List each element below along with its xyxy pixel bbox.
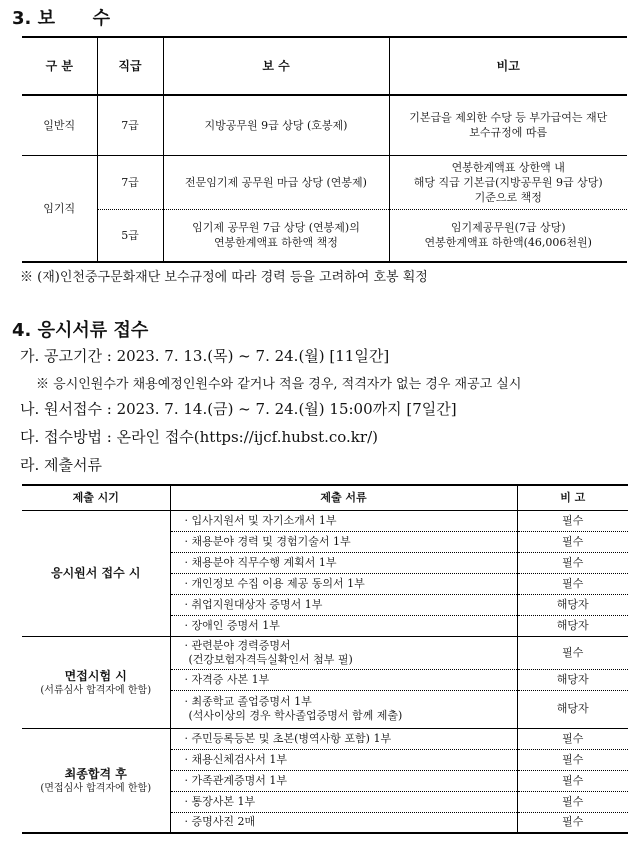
document-name: · 자격증 사본 1부 (184, 672, 270, 686)
application-period: 나. 원서접수 : 2023. 7. 14.(금) ~ 7. 24.(월) 15:00까지 [7일간] (20, 400, 457, 418)
document-name: · 채용신체검사서 1부 (184, 752, 287, 766)
document-detail: (석사이상의 경우 학사졸업증명서 함께 제출) (188, 709, 403, 722)
remark-cell: 필수 (517, 812, 628, 833)
documents-table (22, 484, 628, 834)
remark-cell: 필수 (517, 552, 628, 573)
table-row (22, 155, 627, 209)
grade-cell: 7급 (97, 155, 163, 209)
header-category: 구 분 (22, 37, 97, 95)
section-4-title: 4. 응시서류 접수 (12, 320, 149, 341)
stage-cell (22, 510, 170, 636)
document-cell (170, 573, 517, 594)
document-name: · 입사지원서 및 자기소개서 1부 (184, 513, 337, 527)
remark-cell: 필수 (517, 531, 628, 552)
pay-table (22, 36, 627, 263)
pay-cell: 전문임기제 공무원 마급 상당 (연봉제) (163, 155, 389, 209)
pay-footnote: ※ (재)인천중구문화재단 보수규정에 따라 경력 등을 고려하여 호봉 획정 (20, 270, 428, 285)
section-3-title: 3. 보 수 (12, 8, 111, 29)
document-cell (170, 690, 517, 728)
documents-table-body (22, 510, 628, 833)
note-line: 연봉한계액표 상한액 내 (451, 160, 565, 174)
remark-cell: 필수 (517, 791, 628, 812)
note-line: 임기제공무원(7급 상당) (450, 221, 566, 235)
notice-period: 가. 공고기간 : 2023. 7. 13.(목) ~ 7. 24.(월) [11일간] (20, 347, 390, 365)
pay-cell: 지방공무원 9급 상당 (호봉제) (163, 95, 389, 155)
pay-table-header (22, 37, 627, 95)
document-cell (170, 615, 517, 636)
note-line: 연봉한계액표 하한액(46,006천원) (424, 236, 592, 250)
stage-condition: (서류심사 합격자에 한함) (40, 684, 152, 696)
stage-label: 최종합격 후 (64, 766, 127, 781)
remark-cell: 필수 (517, 510, 628, 531)
document-cell (170, 791, 517, 812)
header-stage: 제출 시기 (22, 485, 170, 510)
remark-cell: 필수 (517, 573, 628, 594)
stage-cell (22, 728, 170, 833)
stage-condition: (면접심사 합격자에 한함) (40, 782, 152, 794)
document-name: · 최종학교 졸업증명서 1부 (184, 695, 312, 708)
note-line: 해당 직급 기본급(지방공무원 9급 상당) (413, 175, 603, 189)
note-cell (389, 209, 627, 262)
header-documents: 제출 서류 (170, 485, 517, 510)
document-cell (170, 812, 517, 833)
note-cell (389, 95, 627, 155)
document-cell (170, 728, 517, 749)
document-cell (170, 594, 517, 615)
document-name: · 주민등록등본 및 초본(병역사항 포함) 1부 (184, 731, 392, 745)
stage-label: 응시원서 접수 시 (50, 566, 141, 580)
header-pay: 보 수 (163, 37, 389, 95)
category-cell: 일반직 (22, 95, 97, 155)
table-row (22, 728, 628, 749)
stage-label: 면접시험 시 (64, 668, 127, 683)
note-line: 기준으로 책정 (474, 190, 542, 204)
table-row (22, 95, 627, 155)
stage-cell (22, 636, 170, 728)
remark-cell: 해당자 (517, 594, 628, 615)
pay-cell (163, 209, 389, 262)
category-cell: 임기직 (22, 155, 97, 262)
document-cell (170, 531, 517, 552)
document-name: · 관련분야 경력증명서 (184, 638, 291, 652)
document-name: · 개인정보 수집 이용 제공 동의서 1부 (184, 576, 365, 590)
documents-table-header (22, 485, 628, 510)
header-remarks: 비 고 (517, 485, 628, 510)
note-cell (389, 155, 627, 209)
header-note: 비고 (389, 37, 627, 95)
remark-cell: 필수 (517, 770, 628, 791)
document-name: · 통장사본 1부 (184, 794, 256, 808)
remark-cell: 해당자 (517, 669, 628, 690)
document-name: · 가족관계증명서 1부 (184, 773, 287, 787)
grade-cell: 7급 (97, 95, 163, 155)
table-row (22, 636, 628, 669)
remark-cell: 해당자 (517, 615, 628, 636)
table-row (22, 209, 627, 262)
document-name: · 채용분야 경력 및 경험기술서 1부 (184, 534, 351, 548)
reannouncement-note: ※ 응시인원수가 채용예정인원수와 같거나 적을 경우, 적격자가 없는 경우 재공고 실시 (36, 377, 522, 392)
note-line: 기본급을 제외한 수당 등 부가급여는 재단 (409, 111, 608, 125)
remark-cell: 필수 (517, 636, 628, 669)
documents-title: 라. 제출서류 (20, 456, 102, 474)
document-cell (170, 770, 517, 791)
document-cell (170, 552, 517, 573)
document-cell (170, 510, 517, 531)
document-cell (170, 749, 517, 770)
pay-line: 임기제 공무원 7급 상당 (연봉제)의 (192, 221, 360, 235)
document-detail: (건강보험자격득실확인서 첨부 필) (188, 652, 353, 666)
document-cell (170, 636, 517, 669)
remark-cell: 필수 (517, 728, 628, 749)
grade-cell: 5급 (97, 209, 163, 262)
document-name: · 취업지원대상자 증명서 1부 (184, 597, 323, 611)
table-row (22, 510, 628, 531)
document-name: · 증명사진 2매 (184, 815, 256, 829)
remark-cell: 해당자 (517, 690, 628, 728)
document-name: · 채용분야 직무수행 계획서 1부 (184, 555, 337, 569)
document-name: · 장애인 증명서 1부 (184, 618, 280, 632)
header-grade: 직급 (97, 37, 163, 95)
remark-cell: 필수 (517, 749, 628, 770)
note-line: 보수규정에 따름 (469, 126, 548, 140)
pay-line: 연봉한계액표 하한액 책정 (214, 236, 338, 250)
application-method: 다. 접수방법 : 온라인 접수(https://ijcf.hubst.co.kr/) (20, 428, 378, 446)
document-cell (170, 669, 517, 690)
